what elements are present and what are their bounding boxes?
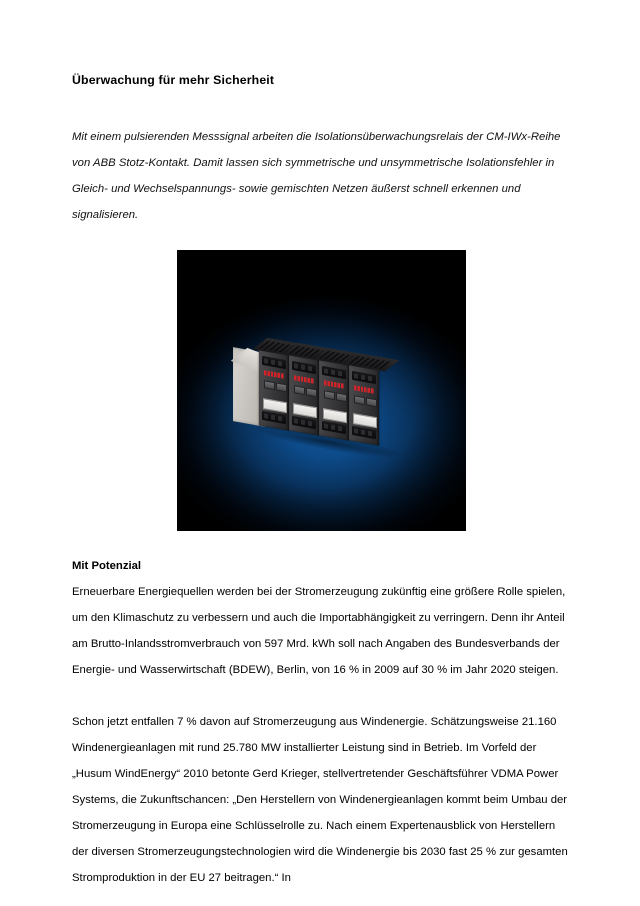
body-section [72,553,570,891]
body-paragraph: Erneuerbare Energiequellen werden bei der Stromerzeugung zukünftig eine größere Rolle spielen, um den Klimaschutz zu verbessern und auch die Importabhängigkeit zu verringern. Denn ihr Anteil am Brutto-Inlandsstromverbrauch von 597 Mrd. kWh soll nach Angaben des Bundesverbands der Energie- und Wasserwirtschaft (BDEW), Berlin, von 16 % in 2009 auf 30 % im Jahr 2020 steigen. [72,586,566,676]
photo-vignette [177,250,466,531]
intro-paragraph: Mit einem pulsierenden Messsignal arbeiten die Isolationsüberwachungsrelais der CM-IWx-Reihe von ABB Stotz-Kontakt. Damit lassen sich symmetrische und unsymmetrische Isolationsfehler in Gleich- und Wechselspannungs- sowie gemischten Netzen äußerst schnell erkennen und signalisieren. [72,131,561,221]
body-paragraph: Schon jetzt entfallen 7 % davon auf Stromerzeugung aus Windenergie. Schätzungsweise 21.160 Windenergieanlagen mit rund 25.780 MW installierter Leistung sind in Betrieb. Im Vorfeld der „Husum WindEnergy“ 2010 betonte Gerd Krieger, stellvertretender Geschäftsführer VDMA Power Systems, die Zukunftschancen: „Den Herstellern von Windenergieanlagen kommt beim Umbau der Stromerzeugung in Europa eine Schlüsselrolle zu. Nach einem Expertenausblick von Herstellern der diversen Stromerzeugungstechnologien wird die Windenergie bis 2030 fast 25 % zur gesamten Stromproduktion in der EU 27 beitragen.“ In [72,716,568,884]
product-figure [72,250,570,531]
section-subheading: Mit Potenzial [72,560,142,572]
document-content [72,70,570,891]
product-photo [177,250,466,531]
page-title: Überwachung für mehr Sicherheit [72,73,275,87]
